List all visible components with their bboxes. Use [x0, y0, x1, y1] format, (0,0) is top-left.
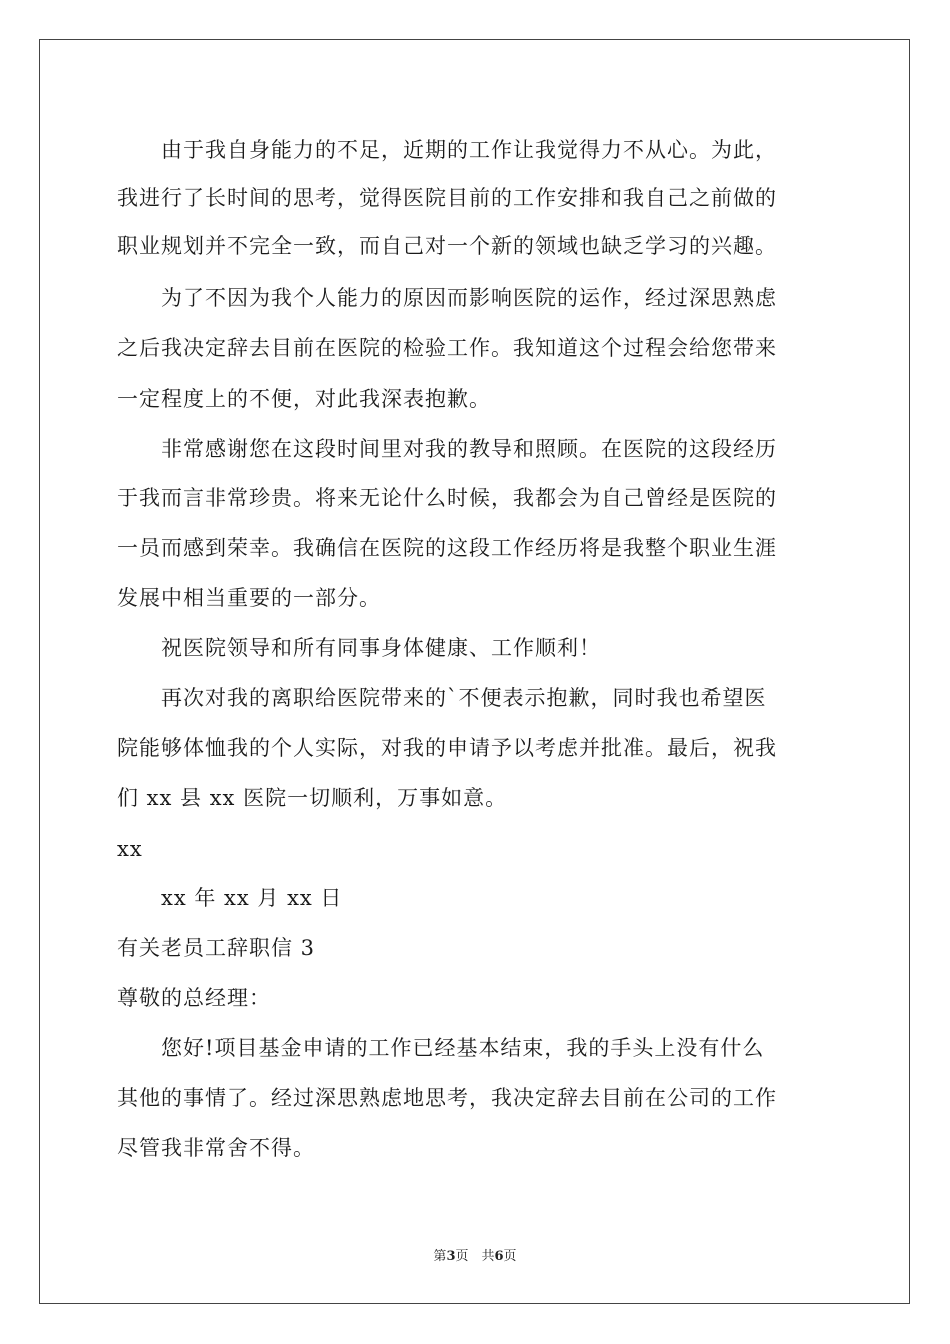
- text-line: 们 xx 县 xx 医院一切顺利，万事如意。: [117, 786, 508, 810]
- text-line: 于我而言非常珍贵。将来无论什么时候，我都会为自己曾经是医院的: [117, 486, 777, 510]
- text-line: 其他的事情了。经过深思熟虑地思考，我决定辞去目前在公司的工作: [117, 1086, 777, 1110]
- page-border: [39, 39, 910, 1304]
- text-line: 祝医院领导和所有同事身体健康、工作顺利！: [117, 636, 601, 660]
- text-line: 院能够体恤我的个人实际，对我的申请予以考虑并批准。最后，祝我: [117, 736, 777, 760]
- section-heading: 有关老员工辞职信 3: [117, 936, 316, 960]
- signature-name: xx: [117, 837, 143, 861]
- footer-suffix: 页: [503, 1249, 517, 1264]
- text-line: 职业规划并不完全一致，而自己对一个新的领域也缺乏学习的兴趣。: [117, 234, 777, 258]
- footer-middle: 页 共: [455, 1249, 495, 1264]
- current-page-number: 3: [446, 1249, 456, 1264]
- footer-prefix: 第: [433, 1249, 447, 1264]
- salutation: 尊敬的总经理：: [117, 986, 271, 1010]
- text-line: 为了不因为我个人能力的原因而影响医院的运作，经过深思熟虑: [117, 286, 777, 310]
- text-line: 再次对我的离职给医院带来的`不便表示抱歉，同时我也希望医: [117, 686, 767, 710]
- text-line: 尽管我非常舍不得。: [117, 1136, 315, 1160]
- signature-date: xx 年 xx 月 xx 日: [117, 886, 343, 910]
- text-line: 由于我自身能力的不足，近期的工作让我觉得力不从心。为此，: [117, 138, 777, 162]
- text-line: 您好!项目基金申请的工作已经基本结束，我的手头上没有什么: [117, 1036, 765, 1060]
- text-line: 一员而感到荣幸。我确信在医院的这段工作经历将是我整个职业生涯: [117, 536, 777, 560]
- page-footer: [0, 1245, 950, 1264]
- total-pages-number: 6: [494, 1249, 504, 1264]
- text-line: 一定程度上的不便，对此我深表抱歉。: [117, 387, 491, 411]
- text-line: 之后我决定辞去目前在医院的检验工作。我知道这个过程会给您带来: [117, 336, 777, 360]
- text-line: 发展中相当重要的一部分。: [117, 586, 381, 610]
- text-line: 我进行了长时间的思考，觉得医院目前的工作安排和我自己之前做的: [117, 186, 777, 210]
- text-line: 非常感谢您在这段时间里对我的教导和照顾。在医院的这段经历: [117, 437, 777, 461]
